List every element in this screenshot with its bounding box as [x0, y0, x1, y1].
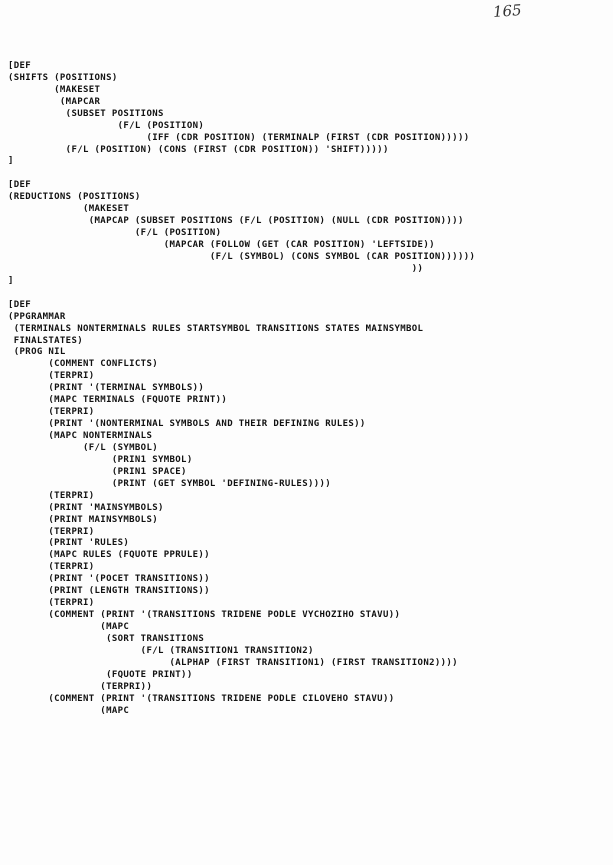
code-line: [DEF [8, 180, 32, 191]
code-line: (PRIN1 SPACE) [8, 466, 187, 477]
code-line: (SUBSET POSITIONS [8, 108, 164, 119]
code-line: (FQUOTE PRINT)) [8, 669, 193, 680]
code-line: (PROG NIL [8, 347, 66, 358]
code-line: (TERPRI) [8, 526, 95, 537]
code-line: FINALSTATES) [8, 335, 83, 346]
page-number: 165 [492, 1, 523, 21]
code-line: (TERPRI) [8, 562, 95, 573]
code-line: [DEF [8, 60, 32, 71]
code-line: (TERMINALS NONTERMINALS RULES STARTSYMBOL TRANSITIONS STATES MAINSYMBOL [8, 323, 424, 334]
code-line [8, 49, 475, 61]
code-line: (PRINT '(POCET TRANSITIONS)) [8, 574, 210, 585]
code-line: (MAKESET [8, 204, 130, 215]
code-line: (MAPC RULES (FQUOTE PPRULE)) [8, 550, 210, 561]
code-line: ] [8, 275, 14, 286]
code-listing [8, 49, 475, 718]
code-line: (F/L (SYMBOL) (CONS SYMBOL (CAR POSITION)))))) [8, 251, 476, 262]
code-line: (REDUCTIONS (POSITIONS) [8, 192, 141, 203]
code-line: (PRINT '(TERMINAL SYMBOLS)) [8, 383, 205, 394]
code-line: (COMMENT (PRINT '(TRANSITIONS TRIDENE PODLE VYCHOZIHO STAVU)) [8, 610, 401, 621]
code-line [8, 168, 475, 180]
code-line: )) [8, 263, 424, 274]
code-line: (MAPC [8, 705, 130, 716]
code-line: (TERPRI) [8, 371, 95, 382]
code-line: [DEF [8, 299, 32, 310]
code-line: (PRINT 'RULES) [8, 538, 130, 549]
code-line: (PRIN1 SYMBOL) [8, 454, 193, 465]
code-line: (PRINT 'MAINSYMBOLS) [8, 502, 164, 513]
code-line [8, 288, 475, 300]
code-line: (PRINT (LENGTH TRANSITIONS)) [8, 586, 210, 597]
code-line: (PRINT MAINSYMBOLS) [8, 514, 158, 525]
code-line: (TERPRI) [8, 598, 95, 609]
code-line: (F/L (POSITION) [8, 228, 222, 239]
code-line: (F/L (SYMBOL) [8, 442, 158, 453]
code-line: (F/L (POSITION) (CONS (FIRST (CDR POSITION)) 'SHIFT))))) [8, 144, 389, 155]
code-line: (IFF (CDR POSITION) (TERMINALP (FIRST (CDR POSITION))))) [8, 132, 470, 143]
code-line: (TERPRI) [8, 490, 95, 501]
code-line: (ALPHAP (FIRST TRANSITION1) (FIRST TRANSITION2)))) [8, 657, 458, 668]
code-line: (MAPC NONTERMINALS [8, 431, 153, 441]
code-line: (MAPCAP (SUBSET POSITIONS (F/L (POSITION) (NULL (CDR POSITION)))) [8, 216, 464, 227]
code-line: (MAKESET [8, 84, 101, 95]
code-line: (SORT TRANSITIONS [8, 633, 205, 644]
code-line: (PRINT '(NONTERMINAL SYMBOLS AND THEIR DEFINING RULES)) [8, 419, 366, 430]
code-line: (TERPRI) [8, 407, 95, 418]
code-line: (MAPC TERMINALS (FQUOTE PRINT)) [8, 395, 228, 406]
code-line: (PPGRAMMAR [8, 311, 66, 322]
code-line: (MAPC [8, 622, 130, 632]
code-line: (PRINT (GET SYMBOL 'DEFINING-RULES)))) [8, 478, 332, 489]
code-line: (COMMENT CONFLICTS) [8, 359, 158, 370]
code-line: ] [8, 156, 14, 167]
code-line: (F/L (TRANSITION1 TRANSITION2) [8, 645, 314, 656]
code-line: (MAPCAR [8, 96, 101, 107]
code-line: (F/L (POSITION) [8, 120, 205, 131]
code-line: (COMMENT (PRINT '(TRANSITIONS TRIDENE PODLE CILOVEHO STAVU)) [8, 693, 395, 704]
code-line: (MAPCAR (FOLLOW (GET (CAR POSITION) 'LEFTSIDE)) [8, 240, 435, 250]
code-line: (SHIFTS (POSITIONS) [8, 72, 118, 83]
code-line: (TERPRI)) [8, 681, 153, 692]
